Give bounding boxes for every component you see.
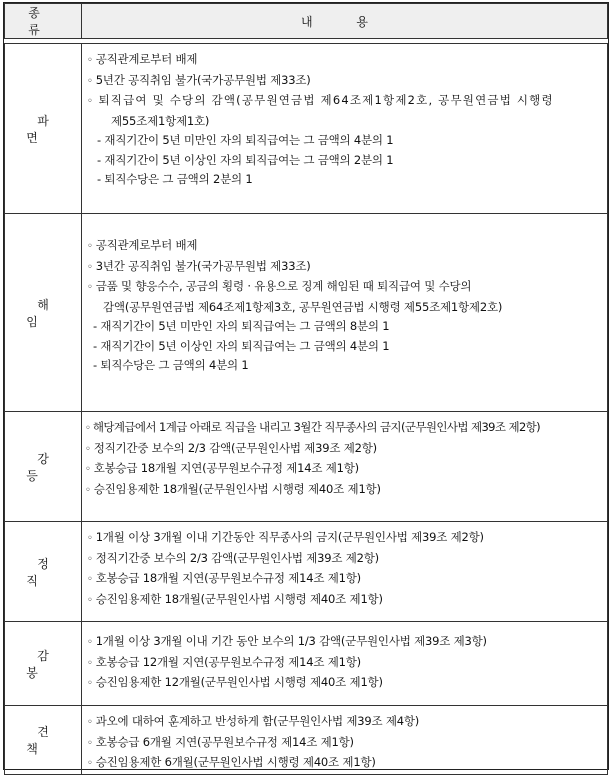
row-suspension [5, 522, 608, 622]
category-removal: 해 임 [5, 214, 82, 412]
list-item: ◦ 승진임용제한 6개월(군무원인사법 시행령 제40조 제1항) [87, 753, 603, 774]
list-item: ◦ 해당계급에서 1계급 아래로 직급을 내리고 3월간 직무종사의 금지(군무원인사법 제39조 제2항) [85, 418, 603, 439]
list-item: ◦ 호봉승급 18개월 지연(공무원보수규정 제14조 제1항) [85, 459, 603, 480]
sub-item: - 퇴직수당은 그 금액의 4분의 1 [87, 356, 603, 376]
content-suspension [82, 522, 608, 622]
list-item: ◦ 호봉승급 12개월 지연(공무원보수규정 제14조 제1항) [87, 653, 603, 674]
list-item: ◦ 퇴직급여 및 수당의 감액(공무원연금법 제64조제1항제2호, 공무원연금법 시행령 [87, 91, 603, 112]
list-item: ◦ 1개월 이상 3개월 이내 기간동안 직무종사의 금지(군무원인사법 제39조 제2항) [87, 528, 603, 549]
list-item: ◦ 정직기간중 보수의 2/3 감액(군무원인사법 제39조 제2항) [85, 439, 603, 460]
row-removal [5, 214, 608, 412]
sub-item: - 재직기간이 5년 이상인 자의 퇴직급여는 그 금액의 4분의 1 [87, 337, 603, 357]
list-item: ◦ 공직관계로부터 배제 [87, 236, 603, 257]
sub-item: - 재직기간이 5년 미만인 자의 퇴직급여는 그 금액의 4분의 1 [87, 131, 603, 151]
list-item: ◦ 5년간 공직취임 불가(국가공무원법 제33조) [87, 71, 603, 92]
list-item: ◦ 정직기간중 보수의 2/3 감액(군무원인사법 제39조 제2항) [87, 549, 603, 570]
list-item-continued: 제55조제1항제1호) [111, 113, 210, 128]
category-suspension: 정 직 [5, 522, 82, 622]
list-item: ◦ 1개월 이상 3개월 이내 기간 동안 보수의 1/3 감액(군무원인사법 제39조 제3항) [87, 632, 603, 653]
list-item: ◦ 3년간 공직취임 불가(국가공무원법 제33조) [87, 257, 603, 278]
header-content: 내 용 [82, 4, 608, 39]
category-dismissal: 파 면 [5, 44, 82, 214]
list-item: ◦ 승진임용제한 12개월(군무원인사법 시행령 제40조 제1항) [87, 673, 603, 694]
row-reprimand [5, 706, 608, 775]
list-item: ◦ 과오에 대하여 훈계하고 반성하게 함(군무원인사법 제39조 제4항) [87, 712, 603, 733]
category-demotion: 강 등 [5, 412, 82, 522]
header-kind: 종 류 [5, 4, 82, 39]
category-reprimand: 견 책 [5, 706, 82, 775]
sub-item: - 퇴직수당은 그 금액의 2분의 1 [87, 170, 603, 190]
header-row [5, 4, 608, 39]
row-dismissal [5, 44, 608, 214]
list-item-continued: 감액(공무원연금법 제64조제1항제3호, 공무원연금법 시행령 제55조제1항제2호) [103, 299, 503, 314]
row-pay-cut [5, 622, 608, 706]
disciplinary-table [4, 3, 608, 775]
list-item: ◦ 호봉승급 18개월 지연(공무원보수규정 제14조 제1항) [87, 569, 603, 590]
list-item: ◦ 호봉승급 6개월 지연(공무원보수규정 제14조 제1항) [87, 733, 603, 754]
category-pay-cut: 감 봉 [5, 622, 82, 706]
row-demotion [5, 412, 608, 522]
list-item: ◦ 금품 및 향응수수, 공금의 횡령 · 유용으로 징계 해임된 때 퇴직급여 및 수당의 [87, 277, 603, 298]
sub-item: - 재직기간이 5년 미만인 자의 퇴직급여는 그 금액의 8분의 1 [87, 317, 603, 337]
content-demotion [82, 412, 608, 522]
content-reprimand [82, 706, 608, 775]
list-item: ◦ 공직관계로부터 배제 [87, 50, 603, 71]
content-pay-cut [82, 622, 608, 706]
content-dismissal [82, 44, 608, 214]
disciplinary-table-frame [3, 2, 609, 770]
list-item: ◦ 승진임용제한 18개월(군무원인사법 시행령 제40조 제1항) [87, 590, 603, 611]
content-removal [82, 214, 608, 412]
list-item: ◦ 승진임용제한 18개월(군무원인사법 시행령 제40조 제1항) [85, 480, 603, 501]
sub-item: - 재직기간이 5년 이상인 자의 퇴직급여는 그 금액의 2분의 1 [87, 151, 603, 171]
